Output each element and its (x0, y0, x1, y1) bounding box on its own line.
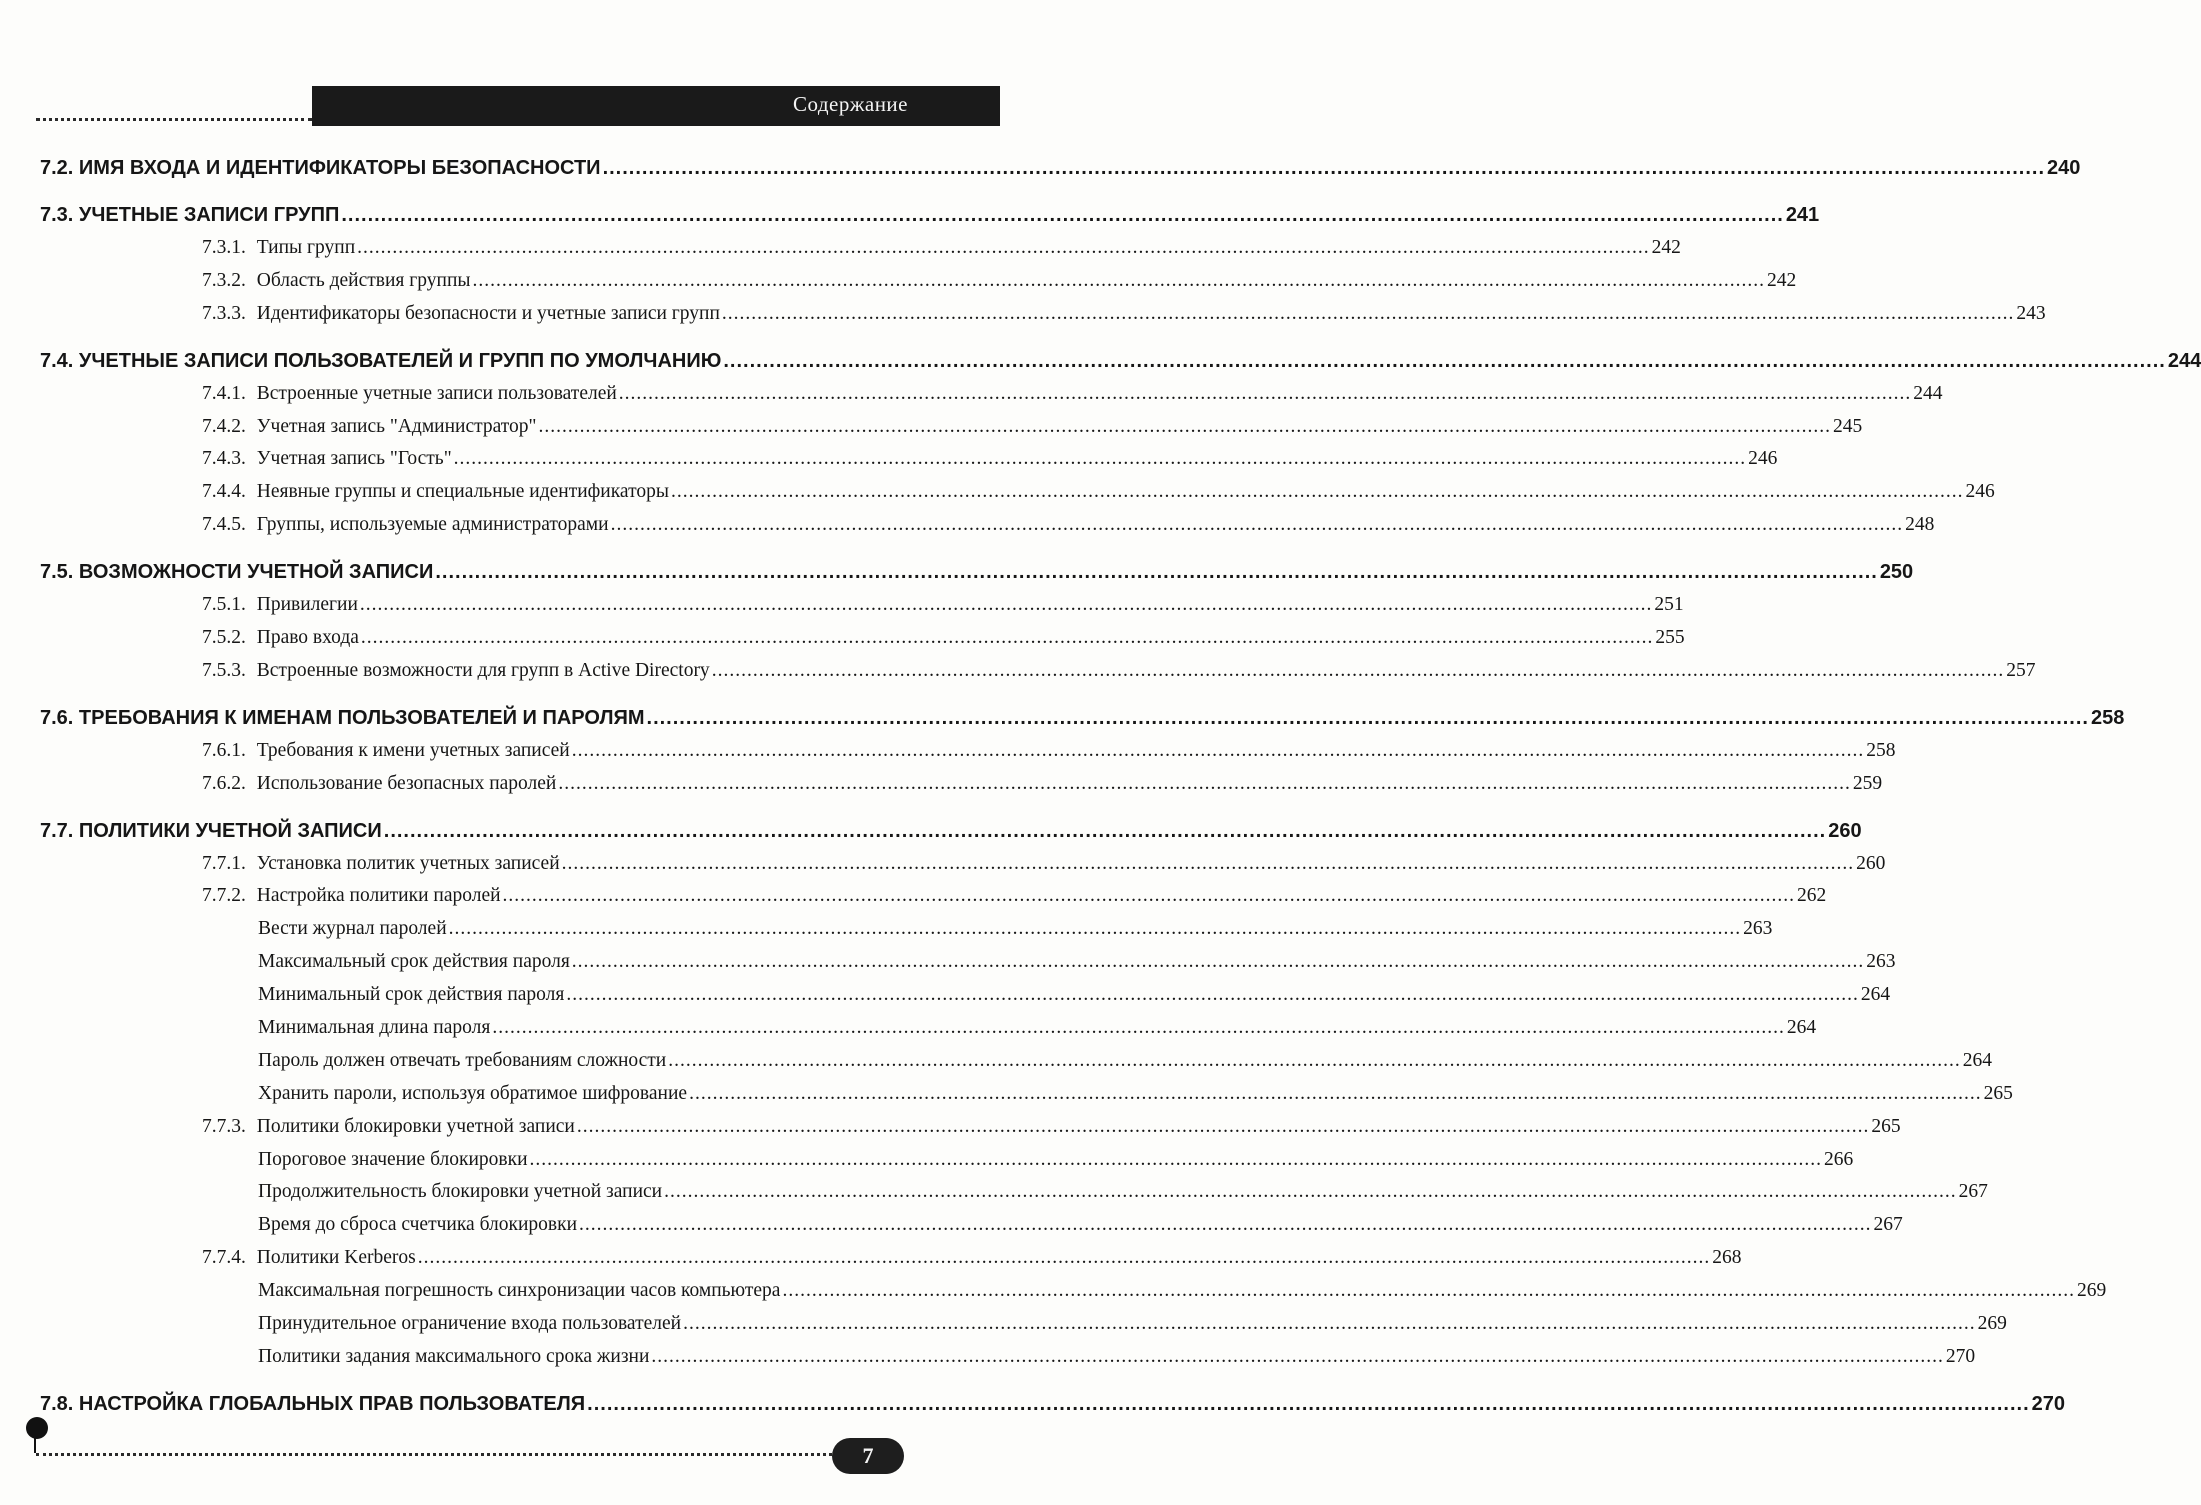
toc-page-number: 264 (1860, 984, 1891, 1006)
toc-entry-title: Идентификаторы безопасности и учетные записи групп (256, 302, 720, 324)
toc-section[interactable] (40, 1388, 2066, 1421)
toc-entry-number: 7.7.3. (202, 1115, 246, 1137)
toc-entry-number: 7.4. (40, 349, 74, 372)
toc-entry-number: 7.4.5. (202, 514, 246, 536)
toc-subsection[interactable] (40, 298, 2046, 331)
toc-entry-label (40, 1388, 585, 1421)
toc-entry-title: Группы, используемые администраторами (256, 514, 609, 536)
toc-entry-label (40, 152, 601, 185)
toc-entry-label (202, 880, 501, 913)
toc-entry-number: 7.3.2. (202, 269, 246, 291)
toc-item[interactable] (40, 946, 1896, 979)
toc-page-number: 240 (2047, 157, 2081, 179)
toc-entry-number: 7.7.4. (202, 1247, 246, 1269)
toc-page-number: 257 (2006, 659, 2036, 681)
toc-entry-label (202, 509, 609, 542)
toc-entry-label (202, 265, 471, 298)
toc-leader-dots: ............................................................................................................................................................................................................................ (417, 1247, 1711, 1269)
toc-page-number: 262 (1797, 885, 1827, 907)
toc-item[interactable] (40, 1209, 1903, 1242)
toc-entry-label (40, 815, 382, 848)
toc-entry-number: 7.7. (40, 819, 74, 842)
toc-entry-title: ИМЯ ВХОДА И ИДЕНТИФИКАТОРЫ БЕЗОПАСНОСТИ (78, 157, 601, 179)
toc-subsection[interactable] (40, 622, 1685, 655)
toc-entry-number: 7.5.1. (202, 594, 246, 616)
toc-leader-dots: ............................................................................................................................................................................................................................ (721, 302, 2015, 324)
toc-leader-dots: ............................................................................................................................................................................................................................ (453, 448, 1747, 470)
toc-page-number: 263 (1743, 918, 1773, 940)
toc-entry-label (258, 1144, 528, 1177)
toc-page-number: 260 (1828, 819, 1862, 842)
toc-page-number: 244 (1913, 382, 1943, 404)
toc-entry-title: УЧЕТНЫЕ ЗАПИСИ ГРУПП (78, 204, 340, 226)
toc-page-number: 269 (1977, 1313, 2007, 1335)
toc-entry-title: Политики Kerberos (256, 1247, 416, 1269)
footer-bullet-icon (26, 1417, 48, 1439)
toc-entry-title: Вести журнал паролей (258, 918, 447, 940)
toc-entry-label (40, 702, 645, 735)
toc-entry-label (202, 1111, 575, 1144)
toc-entry-title: Минимальная длина пароля (258, 1017, 491, 1039)
toc-entry-label (202, 589, 358, 622)
toc-page-number: 265 (1983, 1082, 2013, 1104)
toc-leader-dots: ............................................................................................................................................................................................................................ (782, 1280, 2075, 1302)
toc-leader-dots: ............................................................................................................................................................................................................................ (683, 1313, 1976, 1335)
toc-entry-number: 7.5. (40, 561, 74, 584)
toc-leader-dots: ............................................................................................................................................................................................................................ (492, 1017, 1785, 1039)
toc-page-number: 246 (1965, 481, 1995, 503)
toc-entry-title: Хранить пароли, используя обратимое шифрование (258, 1082, 688, 1104)
toc-leader-dots: ............................................................................................................................................................................................................................ (689, 1082, 1982, 1104)
toc-entry-title: Время до сброса счетчика блокировки (258, 1214, 578, 1236)
toc-page-number: 265 (1871, 1115, 1901, 1137)
toc-page-number: 267 (1958, 1181, 1988, 1203)
toc-leader-dots: ............................................................................................................................................................................................................................ (529, 1148, 1823, 1170)
toc-item[interactable] (40, 913, 1773, 946)
toc-entry-title: ТРЕБОВАНИЯ К ИМЕНАМ ПОЛЬЗОВАТЕЛЕЙ И ПАРОЛЯМ (78, 706, 645, 729)
toc-leader-dots: ............................................................................................................................................................................................................................ (571, 739, 1865, 761)
toc-page-number: 250 (1879, 561, 1914, 584)
toc-item[interactable] (40, 1012, 1817, 1045)
toc-leader-dots: ............................................................................................................................................................................................................................ (383, 819, 1827, 842)
toc-leader-dots: ............................................................................................................................................................................................................................ (651, 1345, 1944, 1367)
toc-leader-dots: ............................................................................................................................................................................................................................ (576, 1115, 1870, 1137)
toc-entry-label (202, 411, 537, 444)
toc-page-number: 246 (1748, 448, 1778, 470)
toc-entry-title: Неявные группы и специальные идентификаторы (256, 481, 669, 503)
toc-entry-title: ПОЛИТИКИ УЧЕТНОЙ ЗАПИСИ (78, 819, 382, 842)
toc-page-number: 258 (1866, 739, 1896, 761)
toc-page-number: 245 (1833, 415, 1863, 437)
toc-entry-number: 7.5.2. (202, 627, 246, 649)
toc-leader-dots: ............................................................................................................................................................................................................................ (558, 772, 1851, 794)
toc-entry-title: Минимальный срок действия пароля (258, 984, 565, 1006)
toc-entry-number: 7.4.4. (202, 481, 246, 503)
toc-entry-label (258, 946, 570, 979)
toc-leader-dots: ............................................................................................................................................................................................................................ (359, 594, 1653, 616)
toc-page-number: 264 (1962, 1049, 1992, 1071)
toc-subsection[interactable] (40, 378, 1943, 411)
toc-page-number: 242 (1767, 269, 1797, 291)
toc-entry-title: Встроенные возможности для групп в Active Directory (256, 659, 710, 681)
toc-entry-title: Политики задания максимального срока жизни (258, 1345, 650, 1367)
toc-entry-number: 7.6. (40, 706, 74, 729)
toc-entry-label (258, 1275, 780, 1308)
toc-entry-label (202, 622, 359, 655)
toc-page-number: 266 (1824, 1148, 1854, 1170)
toc-leader-dots: ............................................................................................................................................................................................................................ (646, 706, 2089, 729)
toc-item[interactable] (40, 1341, 1976, 1374)
toc-entry-title: Пороговое значение блокировки (258, 1148, 528, 1170)
toc-leader-dots: ............................................................................................................................................................................................................................ (571, 951, 1865, 973)
toc-section[interactable] (40, 345, 2201, 378)
toc-page-number: 248 (1905, 514, 1935, 536)
toc-entry-title: Привилегии (256, 594, 358, 616)
toc-section[interactable] (40, 702, 2125, 735)
toc-entry-title: Требования к имени учетных записей (256, 739, 570, 761)
toc-entry-label (258, 1341, 649, 1374)
toc-page-number: 242 (1651, 237, 1681, 258)
toc-page-number: 269 (2076, 1280, 2107, 1302)
toc-leader-dots: ............................................................................................................................................................................................................................ (357, 237, 1650, 258)
toc-entry-label (202, 768, 556, 801)
toc-entry-number: 7.6.2. (202, 772, 246, 794)
toc-entry-title: Встроенные учетные записи пользователей (256, 382, 617, 404)
toc-item[interactable] (40, 1176, 1988, 1209)
toc-page-number: 241 (1785, 204, 1820, 226)
toc-item[interactable] (40, 1144, 1854, 1177)
toc-section[interactable] (40, 152, 2081, 185)
toc-page-number: 244 (2167, 349, 2201, 372)
toc-entry-title: ВОЗМОЖНОСТИ УЧЕТНОЙ ЗАПИСИ (78, 561, 434, 584)
toc-item[interactable] (40, 979, 1891, 1012)
toc-entry-number: 7.7.1. (202, 852, 246, 874)
toc-entry-title: Область действия группы (256, 269, 471, 291)
toc-entry-label (40, 199, 339, 232)
toc-leader-dots: ............................................................................................................................................................................................................................ (579, 1214, 1872, 1236)
toc-entry-label (258, 1078, 687, 1111)
toc-page-number: 270 (2031, 1392, 2066, 1415)
toc-entry-label (202, 1242, 416, 1275)
toc-section[interactable] (40, 815, 1862, 848)
toc-leader-dots: ............................................................................................................................................................................................................................ (566, 984, 1859, 1006)
toc-entry-label (258, 1012, 490, 1045)
toc-entry-title: Максимальный срок действия пароля (258, 951, 570, 973)
toc-entry-label (202, 735, 570, 768)
toc-subsection[interactable] (40, 476, 1995, 509)
toc-item[interactable] (40, 1078, 2013, 1111)
toc-leader-dots: ............................................................................................................................................................................................................................ (618, 382, 1912, 404)
toc-leader-dots: ............................................................................................................................................................................................................................ (587, 1392, 2030, 1415)
toc-leader-dots: ............................................................................................................................................................................................................................ (723, 349, 2166, 372)
toc-page-number: 264 (1786, 1017, 1817, 1039)
toc-entry-number: 7.3.1. (202, 237, 246, 258)
toc-entry-label (202, 378, 617, 411)
toc-leader-dots: ............................................................................................................................................................................................................................ (561, 852, 1855, 874)
toc-subsection[interactable] (40, 848, 1886, 881)
toc-entry-label (202, 655, 710, 688)
toc-entry-label (40, 556, 433, 589)
toc-page-number: 255 (1655, 627, 1685, 649)
header-bar (312, 86, 1000, 126)
toc-section[interactable] (40, 199, 1820, 232)
toc-subsection[interactable] (40, 411, 1863, 444)
toc-entry-title: Типы групп (256, 237, 356, 258)
toc-leader-dots: ............................................................................................................................................................................................................................ (602, 157, 2046, 179)
toc-entry-label (258, 979, 564, 1012)
toc-leader-dots: ............................................................................................................................................................................................................................ (502, 885, 1796, 907)
toc-entry-title: Учетная запись "Администратор" (256, 415, 537, 437)
toc-leader-dots: ............................................................................................................................................................................................................................ (472, 269, 1765, 291)
toc-leader-dots: ............................................................................................................................................................................................................................ (670, 481, 1964, 503)
toc-entry-title: Установка политик учетных записей (256, 852, 560, 874)
toc-subsection[interactable] (40, 655, 2036, 688)
toc-entry-label (202, 476, 669, 509)
toc-entry-label (202, 232, 355, 265)
toc-entry-label (258, 1045, 666, 1078)
toc-entry-number: 7.6.1. (202, 739, 246, 761)
page-number-badge: 7 (832, 1438, 904, 1474)
toc-entry-number: 7.2. (40, 157, 74, 179)
toc-entry-number: 7.3.3. (202, 302, 246, 324)
toc-page-number: 259 (1852, 772, 1883, 794)
toc-entry-title: Принудительное ограничение входа пользователей (258, 1313, 682, 1335)
toc-entry-number: 7.5.3. (202, 659, 246, 681)
toc-page-number: 270 (1945, 1345, 1976, 1367)
toc-item[interactable] (40, 1308, 2007, 1341)
toc-page-number: 268 (1712, 1247, 1742, 1269)
toc-page-number: 251 (1654, 594, 1684, 616)
header-dotted-rule (36, 118, 312, 121)
toc-entry-label (202, 848, 560, 881)
toc-entry-label (202, 298, 720, 331)
toc-leader-dots: ............................................................................................................................................................................................................................ (668, 1049, 1961, 1071)
toc-section[interactable] (40, 556, 1914, 589)
toc-entry-number: 7.7.2. (202, 885, 246, 907)
toc-entry-title: Учетная запись "Гость" (256, 448, 452, 470)
toc-subsection[interactable] (40, 443, 1778, 476)
toc-item[interactable] (40, 1275, 2107, 1308)
toc-entry-number: 7.4.1. (202, 382, 246, 404)
toc-entry-title: Максимальная погрешность синхронизации часов компьютера (258, 1280, 781, 1302)
toc-entry-label (258, 1209, 577, 1242)
toc-leader-dots: ............................................................................................................................................................................................................................ (341, 204, 1784, 226)
toc-subsection[interactable] (40, 589, 1684, 622)
toc-subsection[interactable] (40, 509, 1935, 542)
toc-entry-title: НАСТРОЙКА ГЛОБАЛЬНЫХ ПРАВ ПОЛЬЗОВАТЕЛЯ (78, 1392, 586, 1415)
toc-subsection[interactable] (40, 1111, 1901, 1144)
toc-entry-title: УЧЕТНЫЕ ЗАПИСИ ПОЛЬЗОВАТЕЛЕЙ И ГРУПП ПО УМОЛЧАНИЮ (78, 349, 722, 372)
toc-entry-number: 7.8. (40, 1392, 74, 1415)
toc-entry-label (258, 1308, 681, 1341)
toc-entry-title: Продолжительность блокировки учетной записи (258, 1181, 663, 1203)
toc-entry-number: 7.3. (40, 204, 74, 226)
toc-entry-label (202, 443, 452, 476)
toc-subsection[interactable] (40, 232, 1681, 265)
toc-leader-dots: ............................................................................................................................................................................................................................ (711, 659, 2005, 681)
toc-subsection[interactable] (40, 735, 1896, 768)
toc-leader-dots: ............................................................................................................................................................................................................................ (664, 1181, 1957, 1203)
toc-entry-label (258, 1176, 662, 1209)
header-title: Содержание (792, 92, 908, 116)
toc-subsection[interactable] (40, 768, 1883, 801)
toc-page-number: 258 (2090, 706, 2125, 729)
toc-subsection[interactable] (40, 1242, 1742, 1275)
toc-leader-dots: ............................................................................................................................................................................................................................ (610, 514, 1904, 536)
toc-entry-title: Использование безопасных паролей (256, 772, 557, 794)
toc-page-number: 267 (1873, 1214, 1903, 1236)
toc-page-number: 263 (1866, 951, 1896, 973)
toc-leader-dots: ............................................................................................................................................................................................................................ (360, 627, 1654, 649)
toc-entry-title: Пароль должен отвечать требованиям сложности (258, 1049, 667, 1071)
toc-entry-title: Настройка политики паролей (256, 885, 501, 907)
toc-page-number: 243 (2016, 302, 2046, 324)
toc-leader-dots: ............................................................................................................................................................................................................................ (538, 415, 1832, 437)
toc-leader-dots: ............................................................................................................................................................................................................................ (435, 561, 1878, 584)
toc-item[interactable] (40, 1045, 1992, 1078)
toc-entry-label (40, 345, 721, 378)
footer-dotted-rule (36, 1453, 832, 1456)
toc-entry-number: 7.4.2. (202, 415, 246, 437)
toc-page-number: 260 (1856, 852, 1886, 874)
toc-leader-dots: ............................................................................................................................................................................................................................ (448, 918, 1742, 940)
toc-entry-number: 7.4.3. (202, 448, 246, 470)
toc-subsection[interactable] (40, 880, 1827, 913)
toc-entry-title: Право входа (256, 627, 359, 649)
toc-entry-label (258, 913, 447, 946)
toc-subsection[interactable] (40, 265, 1797, 298)
toc-entry-title: Политики блокировки учетной записи (256, 1115, 575, 1137)
table-of-contents (40, 146, 2201, 1421)
